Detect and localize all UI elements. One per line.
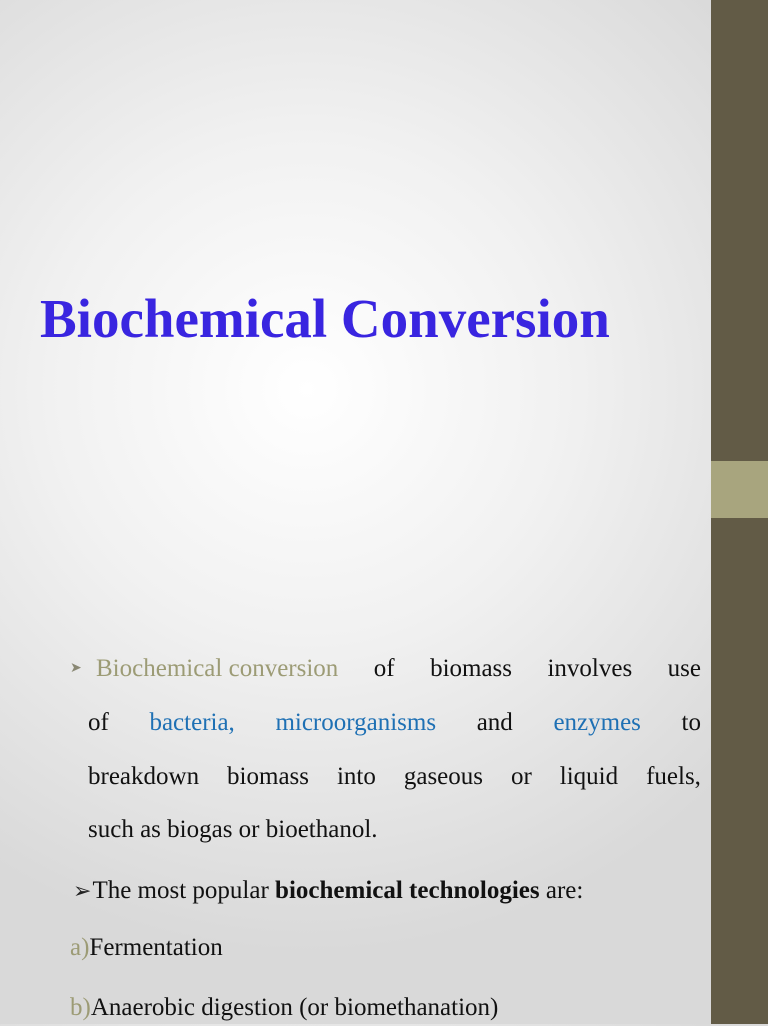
bullet1-line3: [88, 759, 701, 795]
word: into: [336, 763, 376, 790]
side-accent-block: [711, 461, 768, 518]
list-marker: b): [70, 994, 91, 1021]
bullet-arrow-icon: ➢: [73, 878, 92, 903]
list-item-text: Anaerobic digestion (or biomethanation): [90, 994, 499, 1021]
list-marker: a): [70, 934, 90, 961]
bullet2: [73, 873, 583, 909]
word: involves: [547, 655, 633, 682]
bullet1-line2: [88, 705, 701, 741]
bullet2-prefix: The most popular: [92, 877, 276, 904]
bullet2-bold: biochemical technologies: [275, 877, 540, 904]
term-enzymes: enzymes: [553, 709, 641, 736]
word: and: [476, 709, 513, 736]
term-microorganisms: microorganisms: [275, 709, 437, 736]
word: gaseous: [403, 763, 483, 790]
bullet-arrow-icon: ➤: [70, 661, 82, 676]
word: breakdown: [88, 763, 200, 790]
list-item-text: Fermentation: [89, 934, 223, 961]
list-item: [70, 990, 498, 1026]
word: fuels,: [646, 763, 701, 790]
slide-title: Biochemical Conversion: [40, 288, 610, 349]
word: use: [667, 655, 701, 682]
word: liquid: [559, 763, 619, 790]
word: biomass: [430, 655, 513, 682]
bullet2-suffix: are:: [539, 877, 584, 904]
word: to: [681, 709, 701, 736]
list-item: [70, 930, 223, 966]
word: of: [88, 709, 109, 736]
word: or: [510, 763, 532, 790]
bullet1-line4: such as biogas or bioethanol.: [88, 816, 378, 843]
bullet1-line1: [96, 651, 701, 687]
word: of: [373, 655, 395, 682]
term-bacteria: bacteria,: [149, 709, 235, 736]
word: biomass: [227, 763, 309, 790]
keyword-biochemical-conversion: Biochemical conversion: [96, 655, 339, 682]
